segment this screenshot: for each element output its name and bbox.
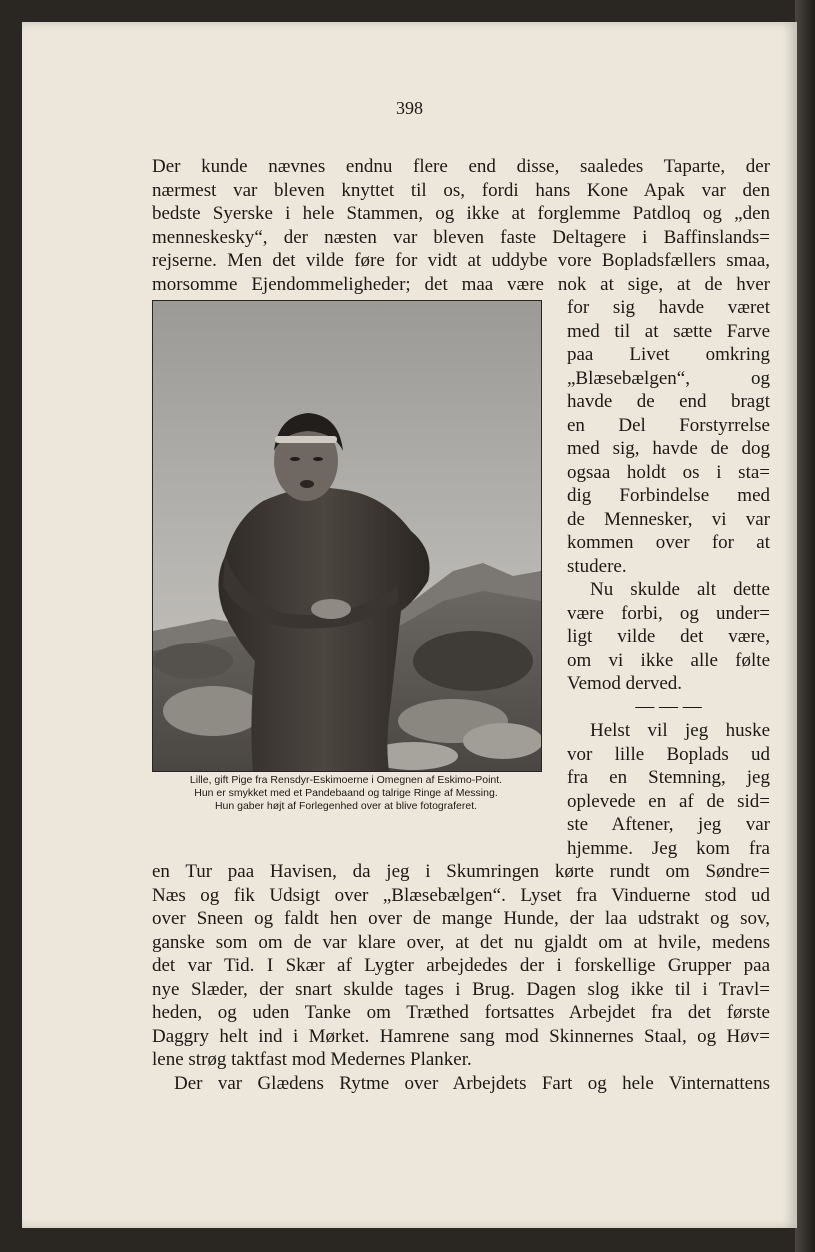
text-line: oplevede en af de sid= xyxy=(567,791,770,812)
text-line: de Mennesker, vi var xyxy=(567,509,770,530)
text-line: for sig havde været xyxy=(567,297,770,318)
text-line: med til at sætte Farve xyxy=(567,321,770,342)
photo-image xyxy=(153,301,541,771)
text-line: Helst vil jeg huske xyxy=(590,720,770,741)
photograph-eskimo-girl xyxy=(152,300,542,772)
text-line: være forbi, og under= xyxy=(567,603,770,624)
section-separator: — — — xyxy=(635,696,702,717)
text-line: en Del Forstyrrelse xyxy=(567,415,770,436)
photo-caption-line: Hun gaber højt af Forlegenhed over at blive fotograferet. xyxy=(214,800,478,812)
text-line: paa Livet omkring xyxy=(567,344,770,365)
text-line: det var Tid. I Skær af Lygter arbejdedes der i forskellige Grupper paa xyxy=(152,955,770,976)
text-line: ligt vilde det være, xyxy=(567,626,770,647)
text-line: bedste Syerske i hele Stammen, og ikke at forglemme Patdloq og „den xyxy=(152,203,770,224)
book-page xyxy=(22,22,797,1228)
text-line: Nu skulde alt dette xyxy=(590,579,770,600)
text-line: Næs og fik Udsigt over „Blæsebælgen“. Lyset fra Vinduerne stod ud xyxy=(152,885,770,906)
book-spine xyxy=(795,0,815,1252)
text-line: ste Aftener, jeg var xyxy=(567,814,770,835)
text-line: menneskesky“, der næsten var bleven faste Deltagere i Baffinslands= xyxy=(152,227,770,248)
text-line: med sig, havde de dog xyxy=(567,438,770,459)
text-line: Der kunde nævnes endnu flere end disse, saaledes Taparte, der xyxy=(152,156,770,177)
text-line: ganske som om de var klare over, at det nu gjaldt om at hvile, medens xyxy=(152,932,770,953)
text-line: vor lille Boplads ud xyxy=(567,744,770,765)
text-line: „Blæsebælgen“, og xyxy=(567,368,770,389)
text-line: havde de end bragt xyxy=(567,391,770,412)
text-line: om vi ikke alle følte xyxy=(567,650,770,671)
text-line: rejserne. Men det vilde føre for vidt at uddybe vore Bopladsfællers smaa, xyxy=(152,250,770,271)
text-line: over Sneen og faldt hen over de mange Hunde, der laa udstrakt og sov, xyxy=(152,908,770,929)
page-number: 398 xyxy=(396,98,423,118)
text-line: hjemme. Jeg kom fra xyxy=(567,838,770,859)
text-line: nye Slæder, der snart skulde tages i Brug. Dagen slog ikke til i Travl= xyxy=(152,979,770,1000)
text-line: lene strøg taktfast mod Medernes Planker. xyxy=(152,1049,472,1070)
text-line: kommen over for at xyxy=(567,532,770,553)
text-line: en Tur paa Havisen, da jeg i Skumringen kørte rundt om Søndre= xyxy=(152,861,770,882)
text-line: Vemod derved. xyxy=(567,673,683,694)
text-line: studere. xyxy=(567,556,627,577)
photo-caption-line: Lille, gift Pige fra Rensdyr-Eskimoerne i Omegnen af Eskimo-Point. xyxy=(189,774,503,786)
text-line: Der var Glædens Rytme over Arbejdets Fart og hele Vinternattens xyxy=(174,1073,770,1094)
text-line: dig Forbindelse med xyxy=(567,485,770,506)
text-line: nærmest var bleven knyttet til os, fordi hans Kone Apak var den xyxy=(152,180,770,201)
text-line: Daggry helt ind i Mørket. Hamrene sang mod Skinnernes Staal, og Høv= xyxy=(152,1026,770,1047)
text-line: morsomme Ejendommeligheder; det maa være nok at sige, at de hver xyxy=(152,274,770,295)
photo-caption-line: Hun er smykket med et Pandebaand og talrige Ringe af Messing. xyxy=(194,787,498,799)
text-line: heden, og uden Tanke om Træthed fortsattes Arbejdet fra det første xyxy=(152,1002,770,1023)
text-line: fra en Stemning, jeg xyxy=(567,767,770,788)
text-line: ogsaa holdt os i sta= xyxy=(567,462,770,483)
